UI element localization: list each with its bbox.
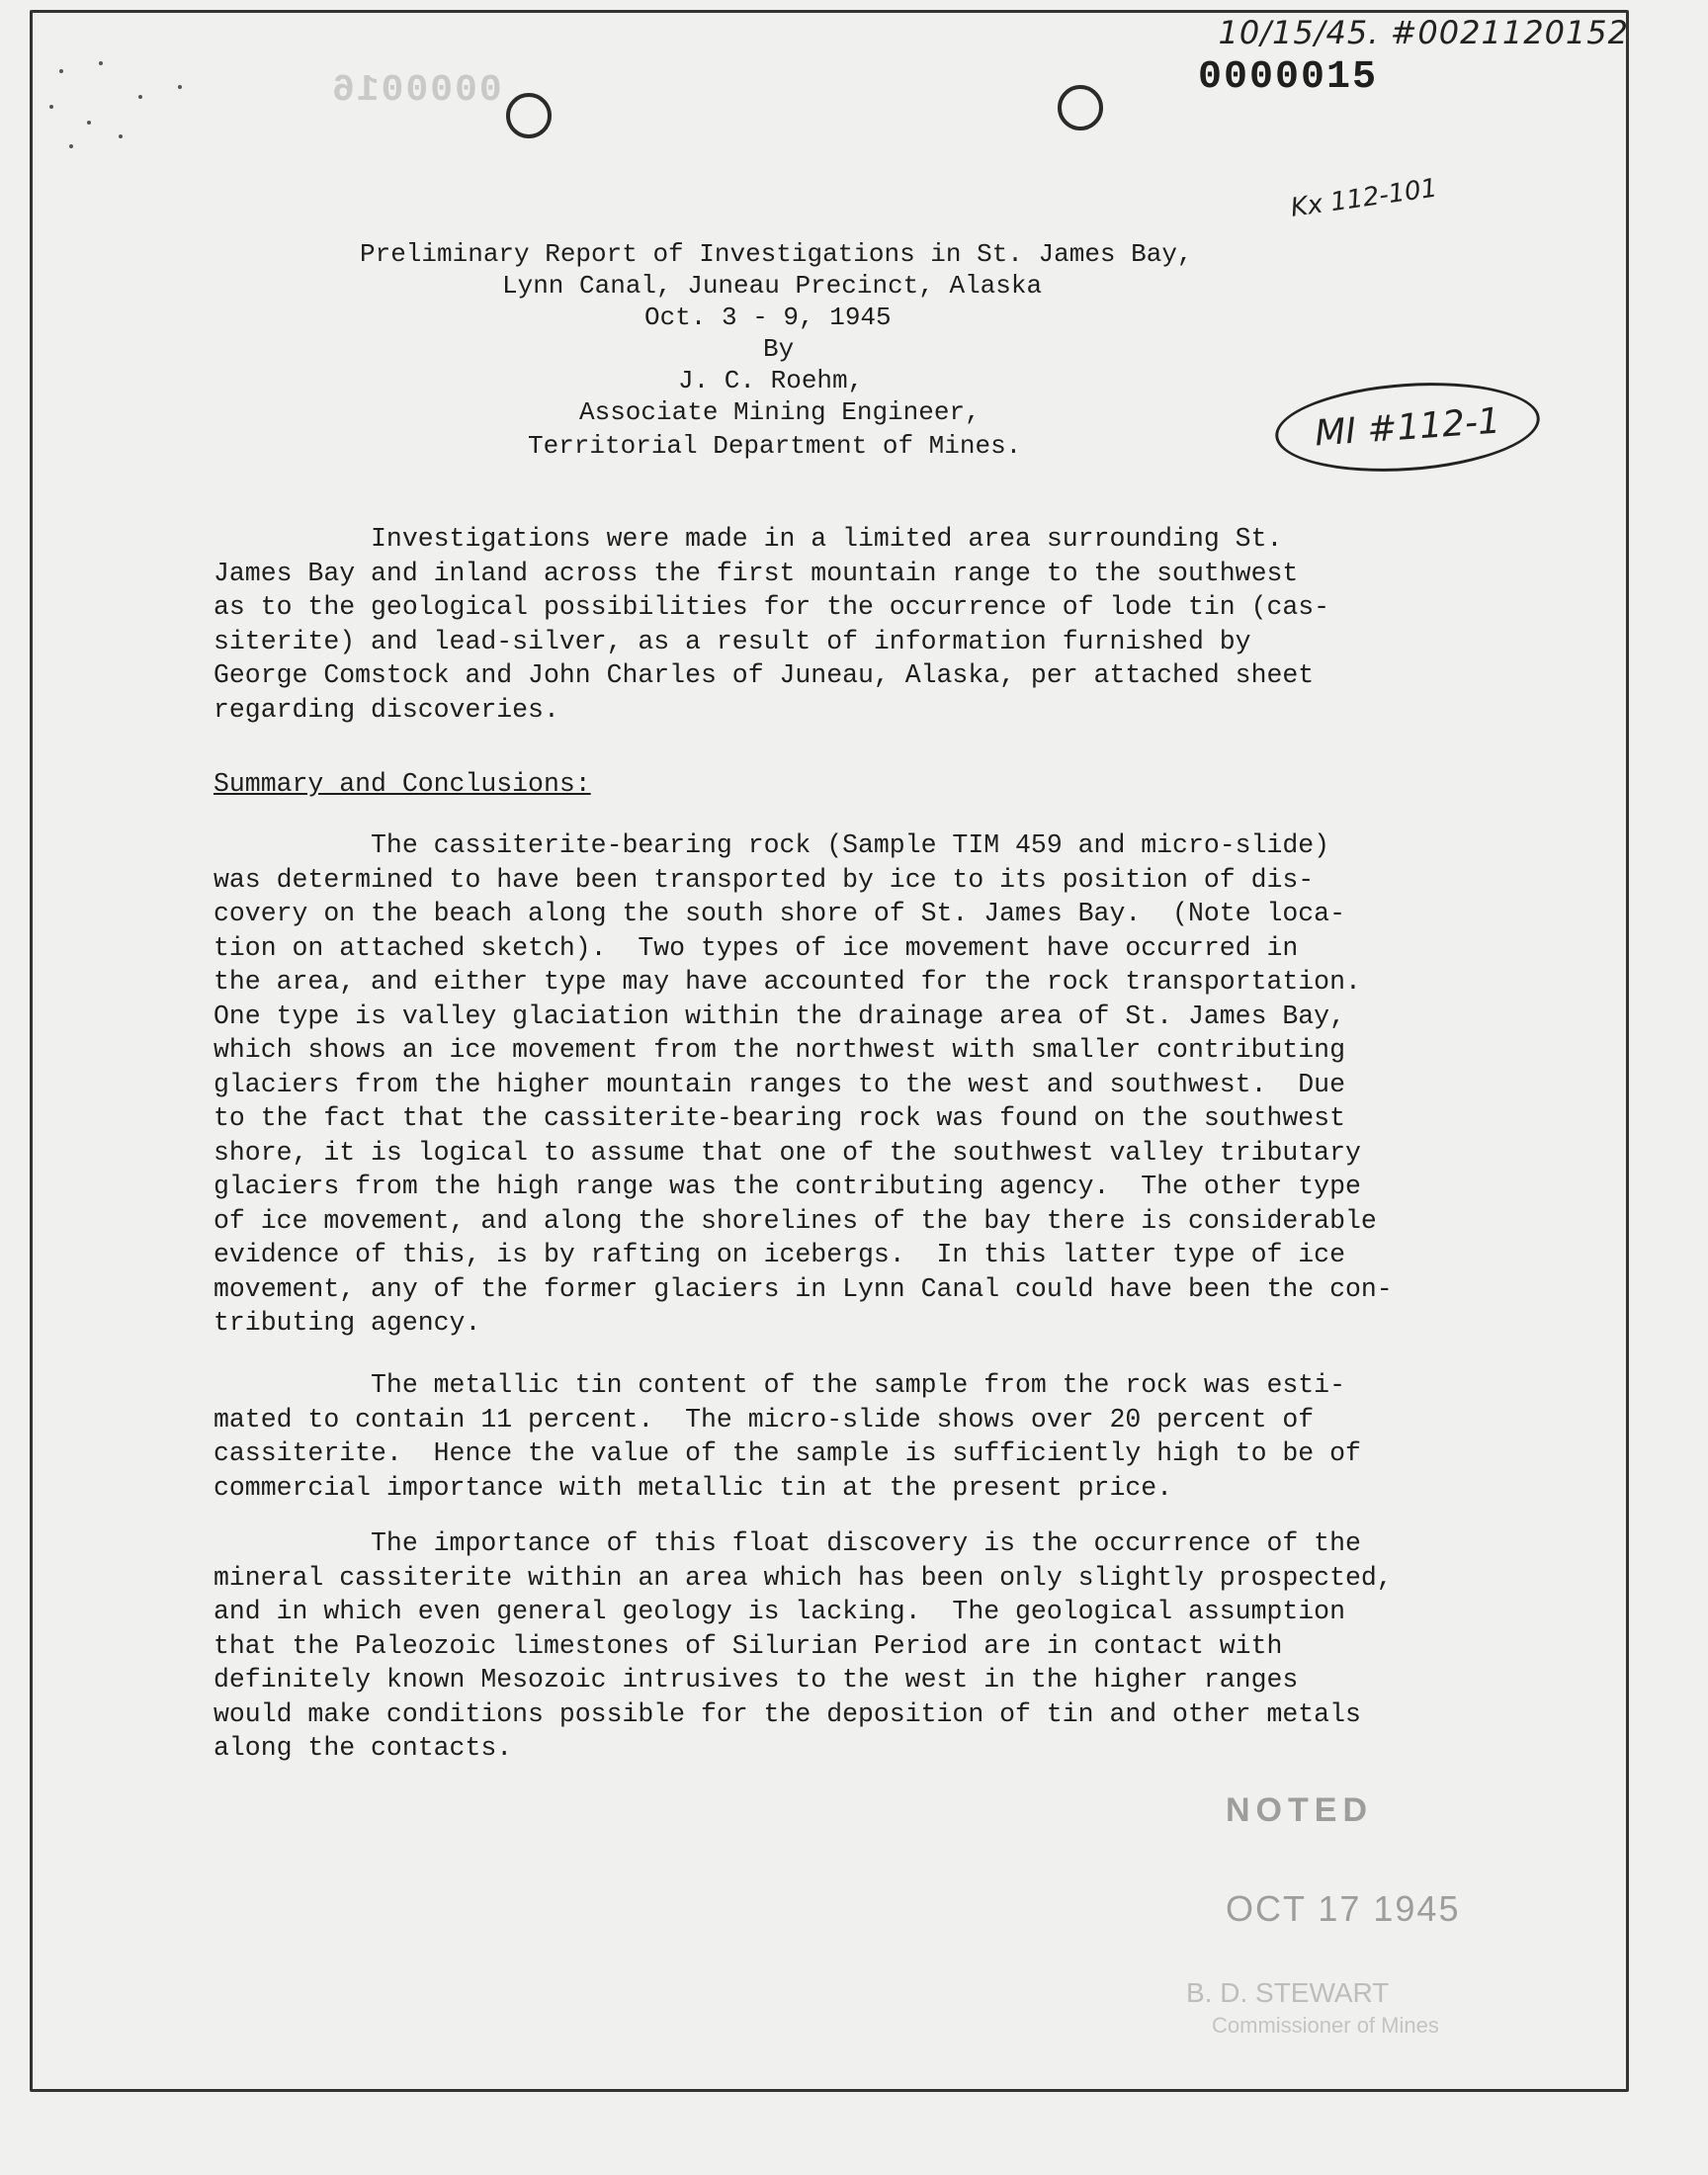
author-department: Territorial Department of Mines. (528, 431, 1022, 461)
summary-paragraph-1: The cassiterite-bearing rock (Sample TIM 459 and micro-slide) was determined to have been transported by ice to its position of dis- covery on the beach along the south shore of St. James Bay. (Note loca- tion on attached sketch). Two types of ice movement have occurred in the area, and either type may have accounted for the rock transportation. One type is valley glaciation within the drainage area of St. James Bay, which shows an ice movement from the northwest with smaller contributing glaciers from the higher mountain ranges to the west and southwest. Due to the fact that the cassiterite-bearing rock was found on the southwest shore, it is logical to assume that one of the southwest valley tributary glaciers from the high range was the contributing agency. The other type of ice movement, and along the shorelines of the bay there is considerable evidence of this, is by rafting on icebergs. In this latter type of ice movement, any of the former glaciers in Lynn Canal could have been the con- tributing agency. (214, 830, 1393, 1338)
section-heading: Summary and Conclusions: (214, 769, 591, 799)
scan-specks (40, 55, 208, 164)
document-number: 0000015 (1198, 55, 1379, 100)
punch-hole-left (506, 93, 552, 138)
author-name: J. C. Roehm, (678, 366, 864, 395)
stamp-signatory-name: B. D. STEWART (1186, 1977, 1390, 2008)
handwritten-kx-note: Kx 112-101 (1288, 173, 1439, 223)
punch-hole-right (1058, 85, 1103, 130)
received-date-stamp: OCT 17 1945 (1226, 1888, 1461, 1929)
stamp-signatory-role: Commissioner of Mines (1212, 2013, 1439, 2038)
title-line-3: Oct. 3 - 9, 1945 (644, 303, 892, 332)
summary-paragraph-2: The metallic tin content of the sample from the rock was esti- mated to contain 11 percent. The micro-slide shows over 20 percent of cassiterite. Hence the value of the sample is sufficiently high to be of commercial importance with metallic tin at the present price. (214, 1370, 1361, 1503)
title-line-4: By (763, 334, 795, 364)
intro-paragraph: Investigations were made in a limited area surrounding St. James Bay and inland across the first mountain range to the southwest as to the geological possibilities for the occurrence of lode tin (cas- siterite) and lead-silver, as a result of information furnished by George Comstock and John Charles of Juneau, Alaska, per attached sheet regarding discoveries. (214, 524, 1330, 725)
handwritten-date-ref: 10/15/45. #0021120152 (1218, 14, 1629, 51)
title-line-1: Preliminary Report of Investigations in St. James Bay, (360, 239, 1193, 269)
title-line-2: Lynn Canal, Juneau Precinct, Alaska (502, 271, 1043, 301)
noted-stamp: NOTED (1226, 1791, 1373, 1829)
summary-paragraph-3: The importance of this float discovery is the occurrence of the mineral cassiterite within an area which has been only slightly prospected, and in which even general geology is lacking. The geological assumption that the Paleozoic limestones of Silurian Period are in contact with definitely known Mesozoic intrusives to the west in the higher ranges would make conditions possible for the deposition of tin and other metals along the contacts. (214, 1528, 1393, 1763)
mi-note-text: MI #112-1 (1313, 399, 1502, 455)
bleed-through-number: 0000016 (330, 69, 502, 112)
author-title: Associate Mining Engineer, (579, 397, 981, 427)
